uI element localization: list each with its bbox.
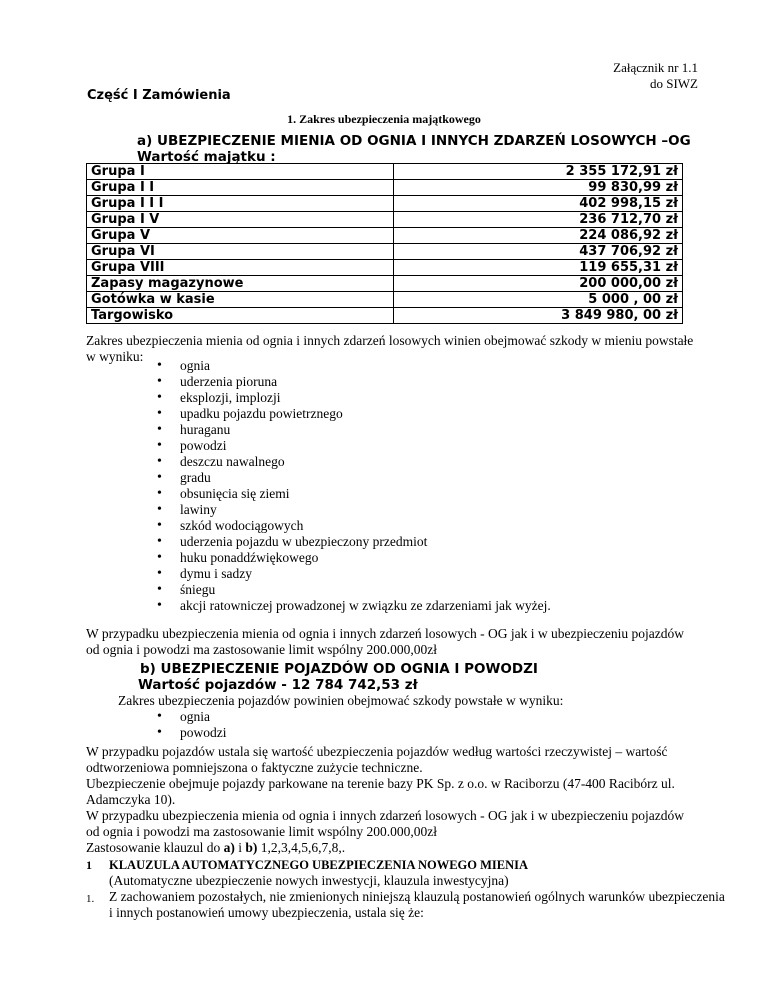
asset-value: 402 998,15 zł (394, 196, 683, 212)
asset-value: 236 712,70 zł (394, 212, 683, 228)
vehicle-limit-paragraph: W przypadku ubezpieczenia mienia od ognia i innych zdarzeń losowych - OG jak i w ubezpieczeniu pojazdów od ognia i powodzi ma zastosowanie limit wspólny 200.000,00zł (86, 808, 685, 839)
risk-list-item: • śniegu (157, 582, 551, 598)
asset-label: Grupa VI (87, 244, 394, 260)
risk-list-item: • powodzi (157, 438, 551, 454)
asset-label: Grupa I (87, 164, 394, 180)
risk-list-item: • huraganu (157, 422, 551, 438)
risk-list-item: • eksplozji, implozji (157, 390, 551, 406)
risk-list-item: • uderzenia pioruna (157, 374, 551, 390)
assets-value-table (86, 163, 683, 324)
clauses-list: 1,2,3,4,5,6,7,8,. (257, 840, 346, 855)
clauses-a-ref: a) (223, 840, 235, 855)
asset-row (87, 276, 683, 292)
asset-row (87, 244, 683, 260)
clauses-and: i (234, 840, 246, 855)
vehicle-risks-list (157, 709, 227, 741)
asset-label: Gotówka w kasie (87, 292, 394, 308)
asset-row (87, 292, 683, 308)
risk-list-item: • szkód wodociągowych (157, 518, 551, 534)
asset-value: 2 355 172,91 zł (394, 164, 683, 180)
asset-row (87, 228, 683, 244)
attachment-line-1: Załącznik nr 1.1 (613, 60, 698, 75)
asset-value: 119 655,31 zł (394, 260, 683, 276)
risk-list-item: • obsunięcia się ziemi (157, 486, 551, 502)
assets-table-body (87, 164, 683, 324)
attachment-note (560, 60, 698, 92)
risk-list-item: • akcji ratowniczej prowadzonej w związku ze zdarzeniami jak wyżej. (157, 598, 551, 614)
asset-label: Grupa V (87, 228, 394, 244)
clause-1-number: 1 (86, 858, 92, 872)
asset-label: Grupa I I I (87, 196, 394, 212)
clause-1-item-number: 1. (86, 893, 95, 905)
asset-row (87, 260, 683, 276)
risk-list-item: • deszczu nawalnego (157, 454, 551, 470)
asset-row (87, 164, 683, 180)
section-b-heading (140, 661, 538, 693)
section-a-subheading: Wartość majątku : (137, 149, 276, 165)
asset-value: 99 830,99 zł (394, 180, 683, 196)
section-a-title: a) UBEZPIECZENIE MIENIA OD OGNIA I INNYCH ZDARZEŃ LOSOWYCH –OG (137, 133, 691, 149)
asset-row (87, 180, 683, 196)
attachment-line-2: do SIWZ (649, 76, 698, 91)
clause-1-item-text: Z zachowaniem pozostałych, nie zmienionych niniejszą klauzulą postanowień ogólnych warunków ubezpieczenia i innych postanowień umowy ubezpieczenia, ustala się że: (109, 889, 725, 920)
section-a-limit-note: W przypadku ubezpieczenia mienia od ognia i innych zdarzeń losowych - OG jak i w ubezpieczeniu pojazdów od ognia i powodzi ma zastosowanie limit wspólny 200.000,00zł (86, 626, 685, 657)
asset-label: Grupa I I (87, 180, 394, 196)
clauses-applicability (86, 840, 696, 856)
risk-list-item: • powodzi (157, 725, 227, 741)
risk-list-item: • dymu i sadzy (157, 566, 551, 582)
asset-value: 224 086,92 zł (394, 228, 683, 244)
clause-1-heading (86, 857, 726, 873)
section-b-scope-intro: Zakres ubezpieczenia pojazdów powinien obejmować szkody powstałe w wyniku: (118, 693, 564, 708)
asset-label: Grupa I V (87, 212, 394, 228)
clause-1-subtitle: (Automatyczne ubezpieczenie nowych inwestycji, klauzula inwestycyjna) (109, 873, 509, 888)
section-b-paragraphs (86, 744, 696, 856)
vehicle-valuation-paragraph: W przypadku pojazdów ustala się wartość ubezpieczenia pojazdów według wartości rzeczywistej – wartość odtworzeniowa pomniejszona o faktyczne zużycie techniczne. (86, 744, 668, 775)
risk-list-item: • ognia (157, 358, 551, 374)
clauses-prefix: Zastosowanie klauzul do (86, 840, 224, 855)
section-a-heading (137, 133, 691, 165)
asset-row (87, 196, 683, 212)
risk-list-item: • ognia (157, 709, 227, 725)
risk-list-item: • uderzenia pojazdu w ubezpieczony przedmiot (157, 534, 551, 550)
asset-value: 437 706,92 zł (394, 244, 683, 260)
vehicles-value: Wartość pojazdów - 12 784 742,53 zł (138, 677, 418, 693)
clause-1-title: KLAUZULA AUTOMATYCZNEGO UBEZPIECZENIA NOWEGO MIENIA (109, 858, 529, 872)
section-a-scope-intro: Zakres ubezpieczenia mienia od ognia i innych zdarzeń losowych winien obejmować szkody w mieniu powstałe w wyniku: (86, 333, 694, 364)
section-title: 1. Zakres ubezpieczenia majątkowego (287, 112, 481, 126)
clause-1-item (86, 889, 726, 921)
risk-list-item: • lawiny (157, 502, 551, 518)
asset-row (87, 308, 683, 324)
asset-label: Zapasy magazynowe (87, 276, 394, 292)
asset-value: 200 000,00 zł (394, 276, 683, 292)
clause-1-block (86, 857, 726, 921)
section-b-title: b) UBEZPIECZENIE POJAZDÓW OD OGNIA I POWODZI (140, 661, 538, 677)
fire-risks-list (157, 358, 551, 614)
risk-list-item: • upadku pojazdu powietrznego (157, 406, 551, 422)
asset-value: 5 000 , 00 zł (394, 292, 683, 308)
clauses-b-ref: b) (245, 840, 258, 855)
asset-row (87, 212, 683, 228)
risk-list-item: • huku ponaddźwiękowego (157, 550, 551, 566)
asset-label: Targowisko (87, 308, 394, 324)
asset-value: 3 849 980, 00 zł (394, 308, 683, 324)
risk-list-item: • gradu (157, 470, 551, 486)
vehicle-parking-paragraph: Ubezpieczenie obejmuje pojazdy parkowane na terenie bazy PK Sp. z o.o. w Raciborzu (47-400 Racibórz ul. Adamczyka 10). (86, 776, 675, 807)
part-title: Część I Zamówienia (87, 88, 231, 103)
asset-label: Grupa VIII (87, 260, 394, 276)
